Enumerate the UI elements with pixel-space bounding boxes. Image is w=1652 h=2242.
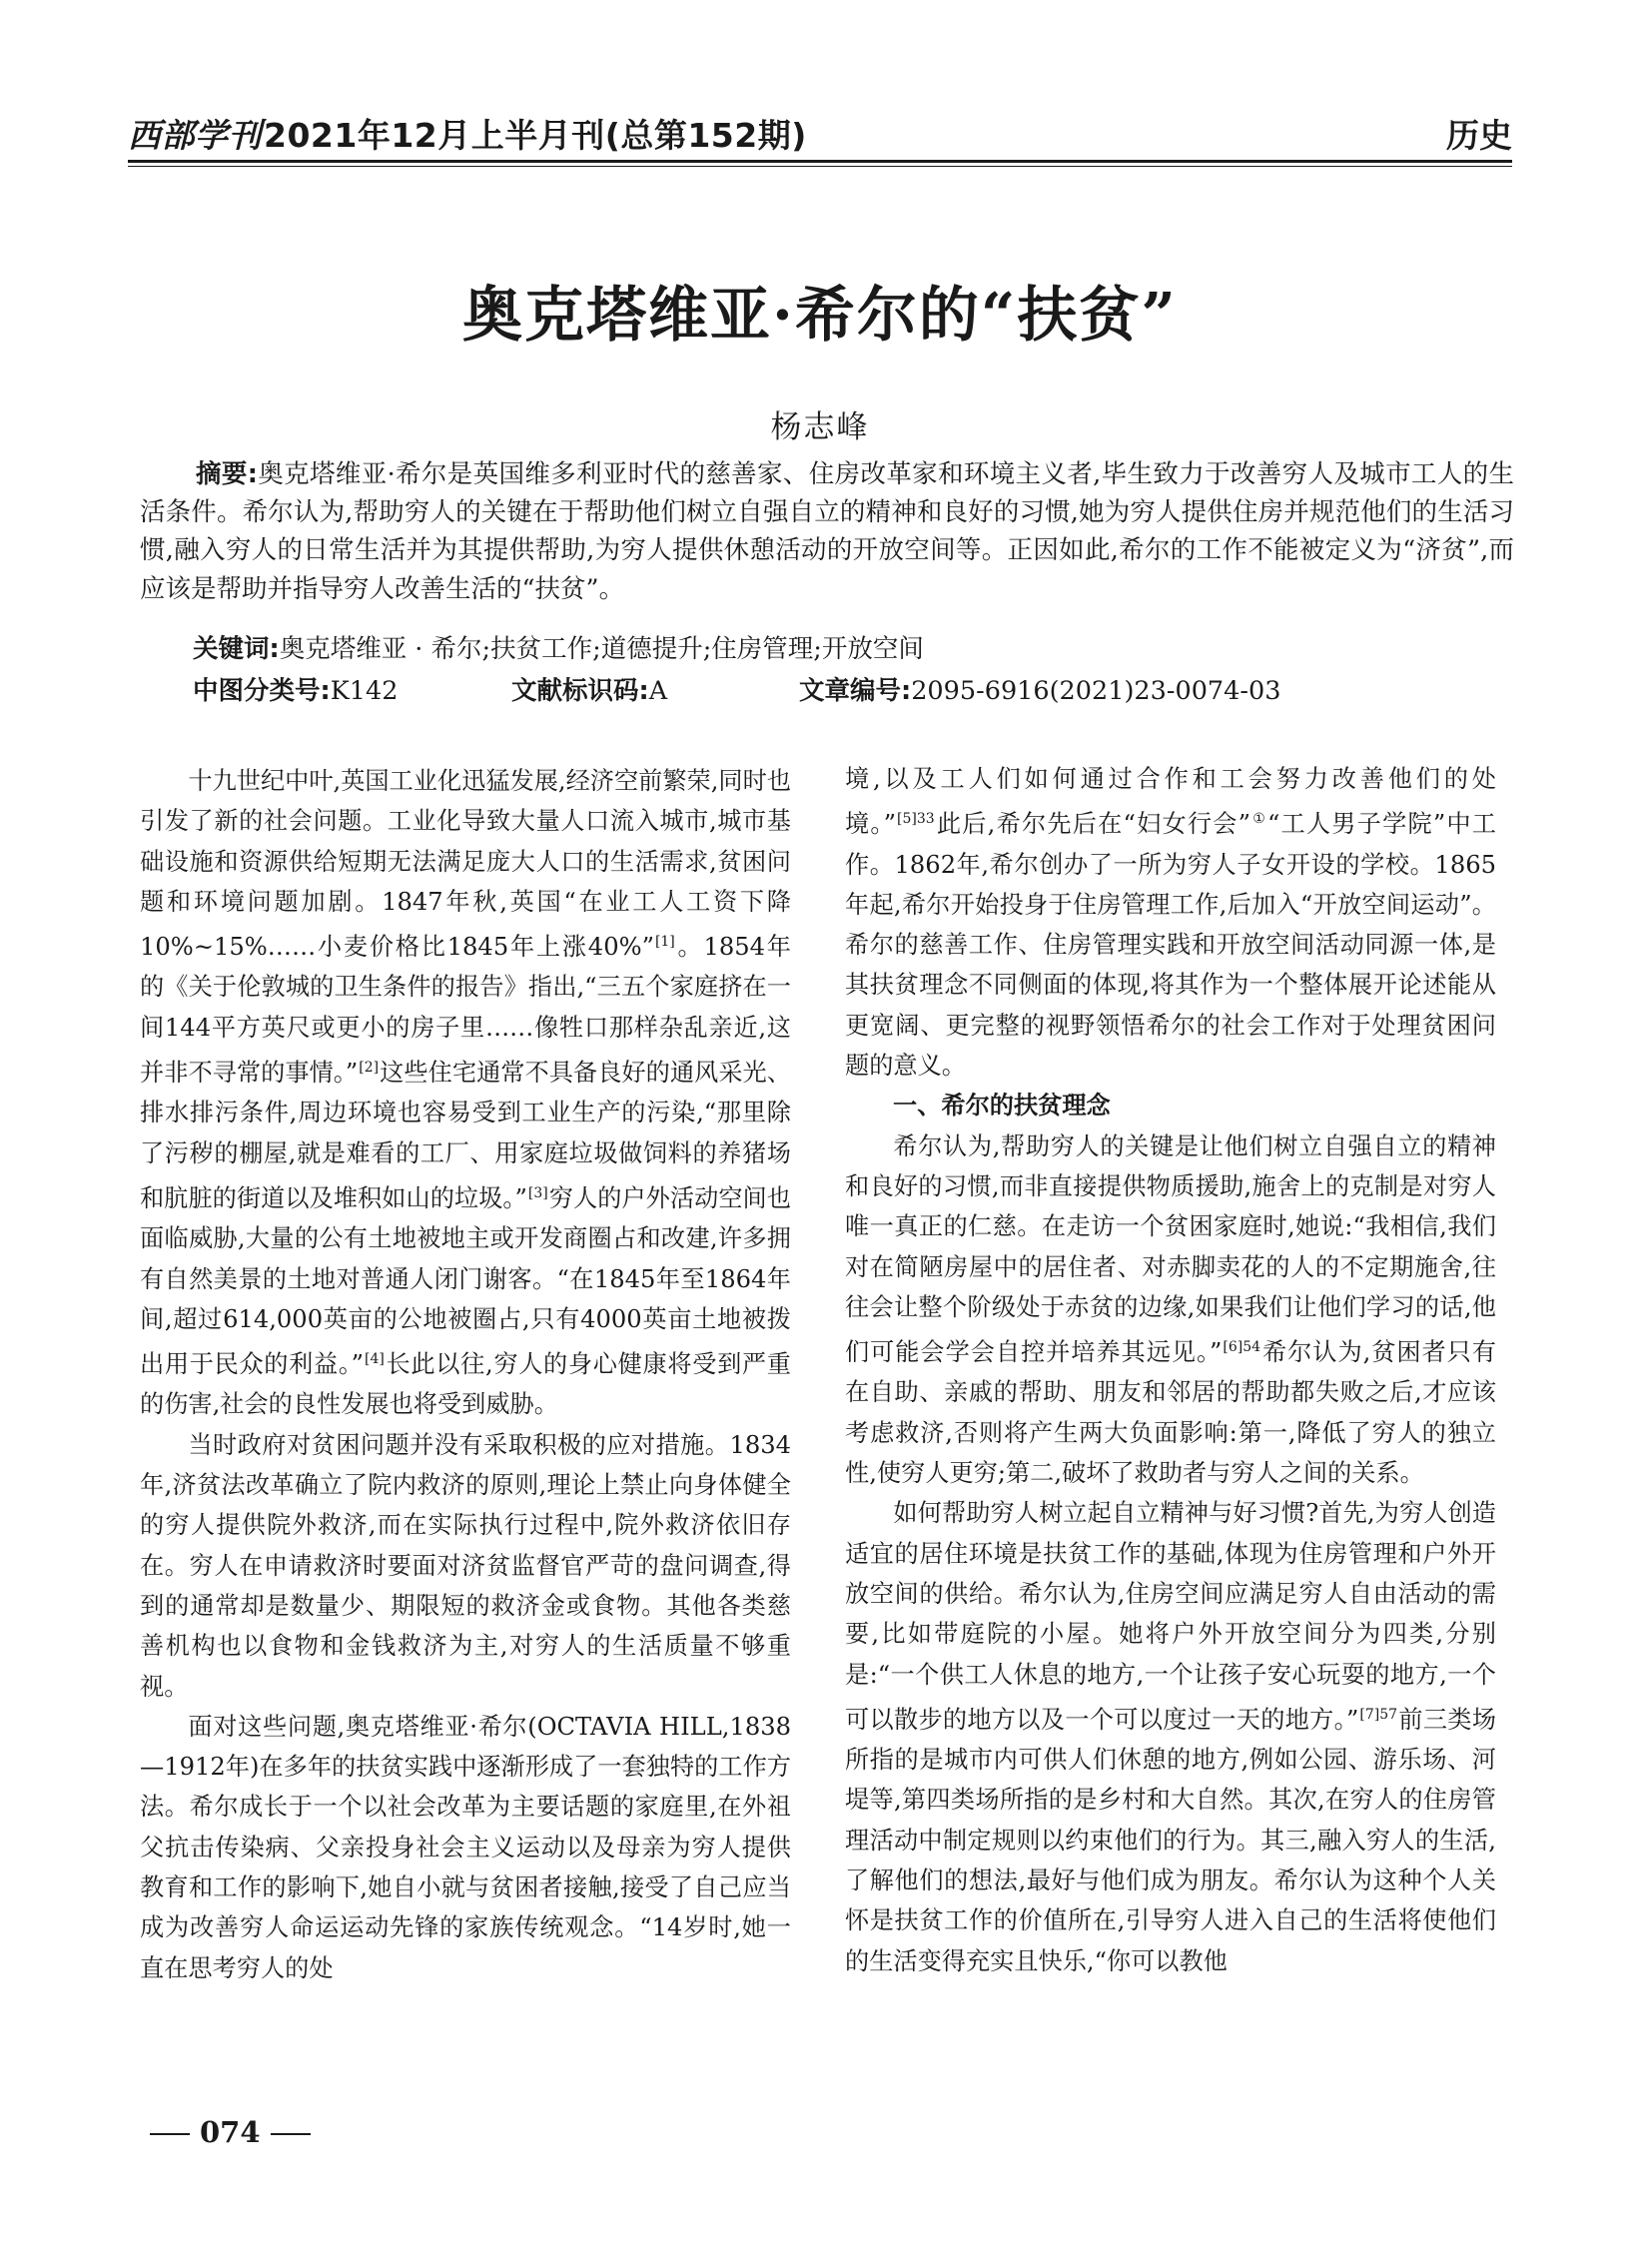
paragraph-text: 希尔认为,贫困者只有在自助、亲戚的帮助、朋友和邻居的帮助都失败之后,才应该考虑救济,否则将产生两大负面影响:第一,降低了穷人的独立性,使穷人更穷;第二,破坏了救助者与穷人之间的关系。 bbox=[845, 1338, 1496, 1488]
body-paragraph bbox=[845, 1126, 1496, 1494]
journal-issue: 2021年12月上半月刊(总第152期) bbox=[264, 116, 807, 155]
keywords bbox=[193, 629, 924, 665]
citation: [3] bbox=[527, 1184, 548, 1201]
footnote-marker: ① bbox=[1251, 811, 1266, 828]
article-author: 杨志峰 bbox=[770, 409, 870, 445]
paragraph-text: 。1854年的《关于伦敦城的卫生条件的报告》指出,“三五个家庭挤在一间144平方英尺或更小的房子里……像牲口那样杂乱亲近,这并非不寻常的事情。” bbox=[140, 933, 791, 1088]
abstract-label: 摘要: bbox=[196, 459, 258, 489]
citation: [7]57 bbox=[1359, 1706, 1398, 1723]
article-number-value: 2095-6916(2021)23-0074-03 bbox=[911, 676, 1281, 706]
citation: [1] bbox=[654, 934, 675, 951]
paragraph-text: 如何帮助穷人树立起自立精神与好习惯?首先,为穷人创造适宜的居住环境是扶贫工作的基础,体现为住房管理和户外开放空间的供给。希尔认为,住房空间应满足穷人自由活动的需要,比如带庭院的小屋。她将户外开放空间分为四类,分别是:“一个供工人休息的地方,一个让孩子安心玩耍的地方,一个可以散步的地方以及一个可以度过一天的地方。” bbox=[845, 1499, 1496, 1734]
paragraph-text: 前三类场所指的是城市内可供人们休憩的地方,例如公园、游乐场、河堤等,第四类场所指的是乡村和大自然。其次,在穷人的住房管理活动中制定规则以约束他们的行为。其三,融入穷人的生活,了解他们的想法,最好与他们成为朋友。希尔认为这种个人关怀是扶贫工作的价值所在,引导穷人进入自己的生活将使他们的生活变得充实且快乐,“你可以教他 bbox=[845, 1705, 1496, 1975]
article-number bbox=[799, 671, 1280, 707]
header-rule-thin bbox=[128, 166, 1512, 167]
page-number: 074 bbox=[200, 2115, 261, 2149]
section-heading: 一、希尔的扶贫理念 bbox=[893, 1092, 1111, 1121]
paragraph-text: 希尔认为,帮助穷人的关键是让他们树立自强自立的精神和良好的习惯,而非直接提供物质援助,施舍上的克制是对穷人唯一真正的仁慈。在走访一个贫困家庭时,她说:“我相信,我们对在简陋房屋中的居住者、对赤脚卖花的人的不定期施舍,往往会让整个阶级处于赤贫的边缘,如果我们让他们学习的话,他们可能会学会自控并培养其远见。” bbox=[845, 1131, 1496, 1367]
citation: [4] bbox=[365, 1351, 385, 1368]
journal-issue-line bbox=[128, 110, 807, 157]
keywords-text: 奥克塔维亚 · 希尔;扶贫工作;道德提升;住房管理;开放空间 bbox=[279, 634, 924, 664]
citation: [5]33 bbox=[897, 811, 935, 828]
clc-value: K142 bbox=[330, 676, 399, 706]
paragraph-text: 穷人的户外活动空间也面临威胁,大量的公有土地被地主或开发商圈占和改建,许多拥有自然美景的土地对普通人闭门谢客。“在1845年至1864年间,超过614,000英亩的公地被圈占,只有4000英亩土地被拨出用于民众的利益。” bbox=[140, 1183, 791, 1379]
body-paragraph: 当时政府对贫困问题并没有采取积极的应对措施。1834年,济贫法改革确立了院内救济的原则,理论上禁止向身体健全的穷人提供院外救济,而在实际执行过程中,院外救济依旧存在。穷人在申请救济时要面对济贫监督官严苛的盘问调查,得到的通常却是数量少、期限短的救济金或食物。其他各类慈善机构也以食物和金钱救济为主,对穷人的生活质量不够重视。 bbox=[140, 1430, 791, 1701]
abstract-text: 奥克塔维亚·希尔是英国维多利亚时代的慈善家、住房改革家和环境主义者,毕生致力于改善穷人及城市工人的生活条件。希尔认为,帮助穷人的关键在于帮助他们树立自强自立的精神和良好的习惯,她为穷人提供住房并规范他们的生活习惯,融入穷人的日常生活并为其提供帮助,为穷人提供休憩活动的开放空间等。正因如此,希尔的工作不能被定义为“济贫”,而应该是帮助并指导穷人改善生活的“扶贫”。 bbox=[140, 459, 1514, 604]
journal-logo: 西部学刊 bbox=[128, 116, 262, 155]
paragraph-text: 此后,希尔先后在“妇女行会” bbox=[935, 810, 1250, 839]
document-code bbox=[511, 671, 667, 707]
body-paragraph bbox=[140, 761, 791, 1425]
body-paragraph bbox=[845, 1493, 1496, 1981]
page-footer bbox=[140, 2115, 321, 2149]
doc-code-value: A bbox=[648, 676, 668, 706]
paragraph-text: “工人男子学院”中工作。1862年,希尔创办了一所为穷人子女开设的学校。1865年起,希尔开始投身于住房管理工作,后加入“开放空间运动”。希尔的慈善工作、住房管理实践和开放空间活动同源一体,是其扶贫理念不同侧面的体现,将其作为一个整体展开论述能从更宽阔、更完整的视野领悟希尔的社会工作对于处理贫困问题的意义。 bbox=[845, 810, 1496, 1081]
header-rule bbox=[128, 160, 1512, 163]
footer-dash bbox=[271, 2133, 311, 2135]
doc-code-label: 文献标识码: bbox=[511, 676, 649, 706]
paragraph-text: 这些住宅通常不具备良好的通风采光、排水排污条件,周边环境也容易受到工业生产的污染,“那里除了污秽的棚屋,就是难看的工厂、用家庭垃圾做饲料的养猪场和肮脏的街道以及堆积如山的垃圾。” bbox=[140, 1059, 791, 1212]
section-label: 历史 bbox=[1446, 116, 1512, 155]
paragraph-text: 境,以及工人们如何通过合作和工会努力改善他们的处境。” bbox=[845, 765, 1496, 839]
article-number-label: 文章编号: bbox=[799, 676, 912, 706]
body-paragraph bbox=[845, 759, 1496, 1086]
clc-label: 中图分类号: bbox=[193, 676, 331, 706]
footer-dash bbox=[150, 2133, 190, 2135]
keywords-label: 关键词: bbox=[193, 634, 280, 664]
clc-number bbox=[193, 671, 398, 707]
abstract bbox=[140, 455, 1514, 608]
body-column-right bbox=[845, 759, 1496, 1981]
article-title: 奥克塔维亚·希尔的“扶贫” bbox=[462, 281, 1178, 351]
running-header bbox=[128, 110, 1512, 160]
citation: [6]54 bbox=[1223, 1339, 1261, 1356]
body-paragraph: 面对这些问题,奥克塔维亚·希尔(OCTAVIA HILL,1838—1912年)在多年的扶贫实践中逐渐形成了一套独特的工作方法。希尔成长于一个以社会改革为主要话题的家庭里,在外祖父抗击传染病、父亲投身社会主义运动以及母亲为穷人提供教育和工作的影响下,她自小就与贫困者接触,接受了自己应当成为改善穷人命运运动先锋的家族传统观念。“14岁时,她一直在思考穷人的处 bbox=[140, 1712, 791, 1982]
paragraph-text: 十九世纪中叶,英国工业化迅猛发展,经济空前繁荣,同时也引发了新的社会问题。工业化导致大量人口流入城市,城市基础设施和资源供给短期无法满足庞大人口的生活需求,贫困问题和环境问题加剧。1847年秋,英国“在业工人工资下降10%~15%……小麦价格比1845年上涨40%” bbox=[140, 767, 791, 962]
body-column-left bbox=[140, 761, 791, 1988]
paragraph-text: 长此以往,穷人的身心健康将受到严重的伤害,社会的良性发展也将受到威胁。 bbox=[140, 1350, 791, 1419]
citation: [2] bbox=[359, 1060, 380, 1077]
